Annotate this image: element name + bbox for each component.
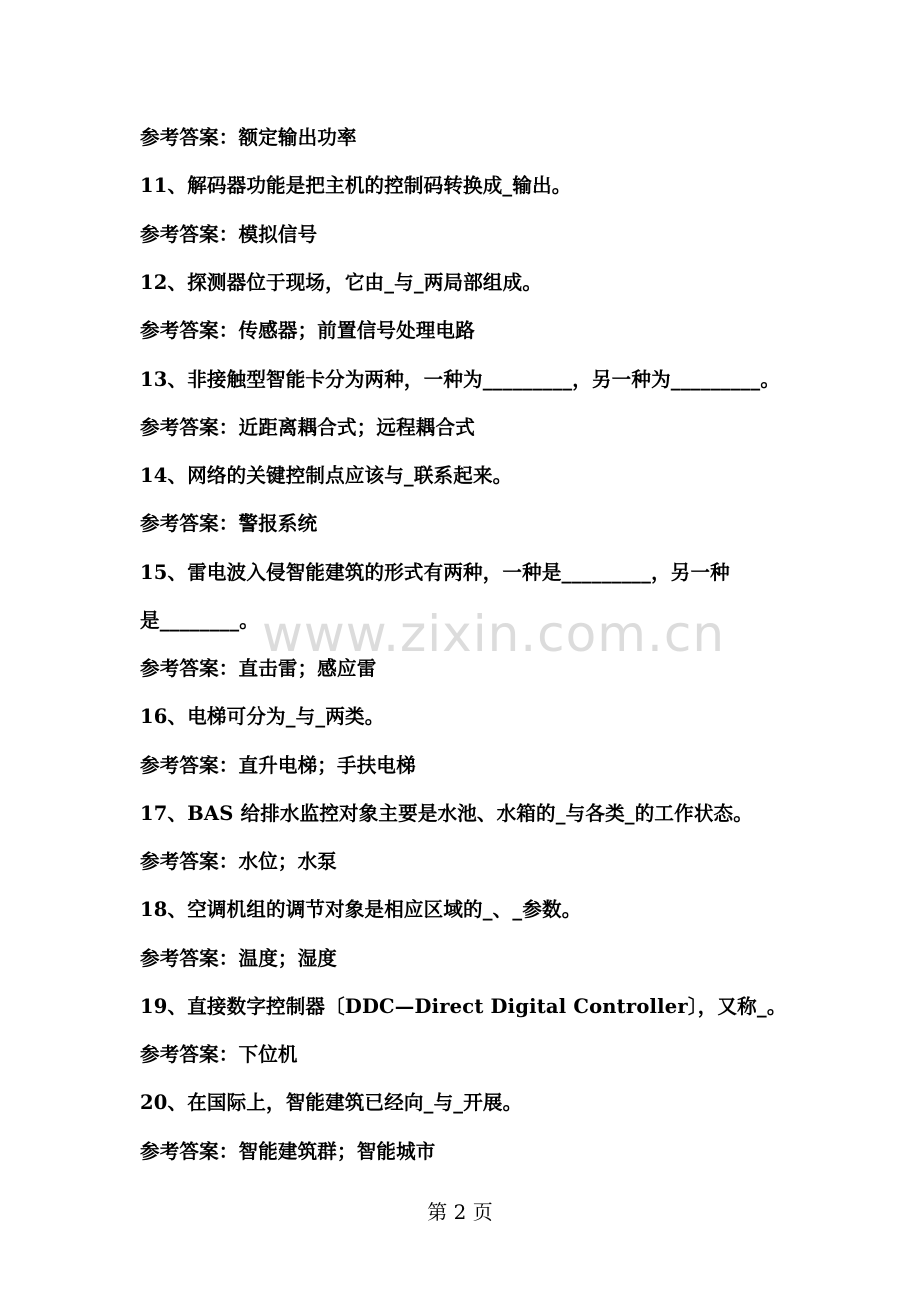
answer-line: 参考答案：直升电梯；手扶电梯 — [140, 754, 416, 777]
answer-line: 参考答案：警报系统 — [140, 512, 318, 535]
answer-line: 参考答案：直击雷；感应雷 — [140, 657, 377, 680]
question-line: 18、空调机组的调节对象是相应区域的_、_参数。 — [140, 898, 582, 921]
question-line: 16、电梯可分为_与_两类。 — [140, 705, 385, 728]
question-line-continued: 是________。 — [140, 609, 259, 632]
question-line: 19、直接数字控制器〔DDC—Direct Digital Controller〕，又称_。 — [140, 995, 787, 1018]
question-line: 12、探测器位于现场，它由_与_两局部组成。 — [140, 271, 543, 294]
answer-line: 参考答案：模拟信号 — [140, 223, 318, 246]
answer-line: 参考答案：温度；湿度 — [140, 947, 338, 970]
answer-line: 参考答案：额定输出功率 — [140, 126, 357, 149]
question-line: 15、雷电波入侵智能建筑的形式有两种，一种是_________，另一种 — [140, 561, 730, 584]
answer-line: 参考答案：下位机 — [140, 1043, 298, 1066]
question-line: 14、网络的关键控制点应该与_联系起来。 — [140, 464, 513, 487]
answer-line: 参考答案：智能建筑群；智能城市 — [140, 1140, 436, 1163]
question-line: 20、在国际上，智能建筑已经向_与_开展。 — [140, 1091, 523, 1114]
question-line: 11、解码器功能是把主机的控制码转换成_输出。 — [140, 174, 572, 197]
question-line: 13、非接触型智能卡分为两种，一种为_________，另一种为_________。 — [140, 368, 781, 391]
watermark: www.zixin.com.cn — [262, 605, 726, 663]
answer-line: 参考答案：水位；水泵 — [140, 850, 338, 873]
page-number: 第 2 页 — [427, 1200, 493, 1224]
question-line: 17、BAS 给排水监控对象主要是水池、水箱的_与各类_的工作状态。 — [140, 802, 753, 825]
answer-line: 参考答案：近距离耦合式；远程耦合式 — [140, 416, 475, 439]
answer-line: 参考答案：传感器；前置信号处理电路 — [140, 319, 475, 342]
